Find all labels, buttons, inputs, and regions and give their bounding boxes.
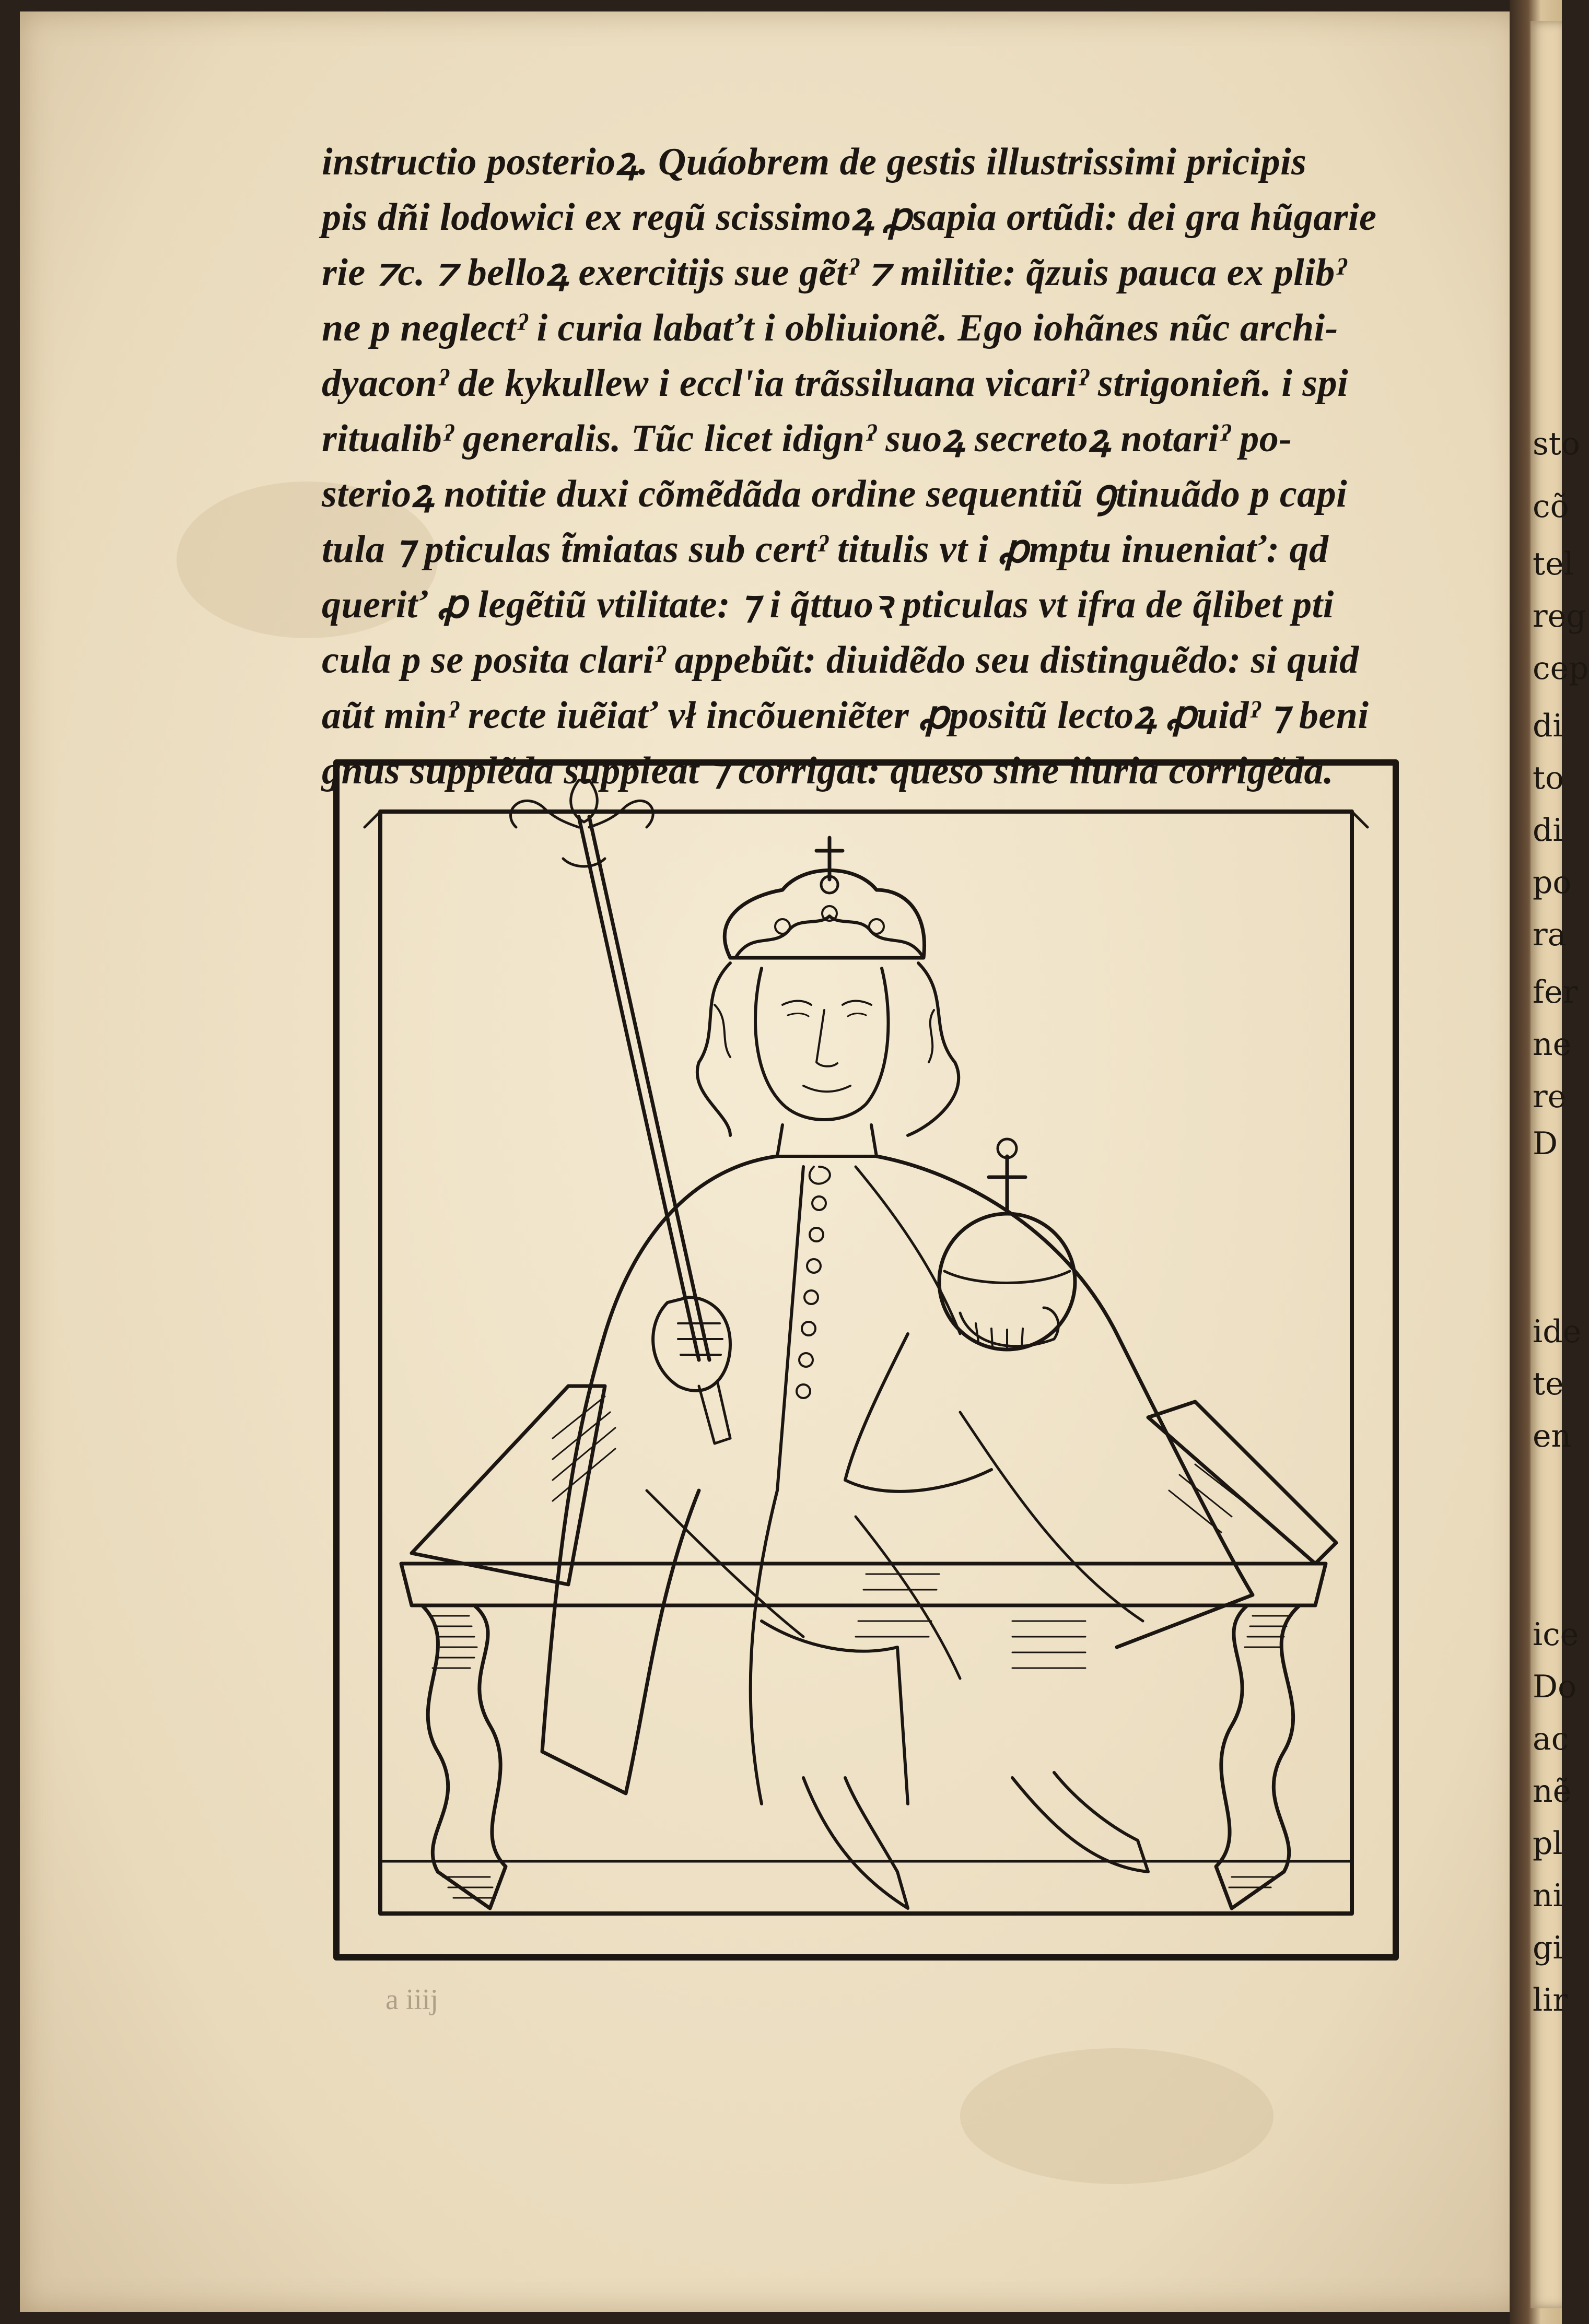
text-line: queriť ꝓ legẽtiũ vtilitate: ⁊ i q̃ttuoꝛ pticulas vt ifra de q̃libet pti [322, 583, 1334, 626]
next-page-text-fragment: ice [1533, 1616, 1579, 1653]
next-page-text-fragment: nẽ [1533, 1773, 1572, 1810]
next-page-text-fragment: lir [1533, 1982, 1568, 2018]
throne-leg-right [1216, 1605, 1300, 1908]
robe-buttons [797, 1196, 826, 1398]
signature-mark: a iiij [385, 1983, 439, 2016]
throne-right-back [1148, 1402, 1336, 1564]
text-line: ne p neglectˀ i curia labaťt i obliuionẽ. Ego iohãnes nũc archi- [322, 307, 1338, 349]
outer-frame [336, 762, 1396, 1957]
next-page-text-fragment: ni [1533, 1877, 1563, 1914]
next-page-text-fragment: cõ [1533, 488, 1569, 525]
text-line: gnus supplẽda suppleat ⁊ corrigat: queso sine iiuria corrigẽda. [322, 749, 1334, 792]
throne-seat [401, 1564, 1326, 1605]
foot-left [803, 1778, 908, 1908]
text-line: pis dñi lodowici ex regũ scissimoꝝ ꝓsapia ortũdi: dei gra hũgarie [322, 196, 1377, 239]
next-page-text-fragment: te [1533, 1366, 1564, 1402]
next-page-text-fragment: ra [1533, 917, 1567, 953]
text-line: sterioꝝ notitie duxi cõmẽdãda ordine sequentiũ ꝯtinuãdo p capi [322, 473, 1348, 515]
crown [725, 871, 924, 958]
text-line: ritualibˀ generalis. Tũc licet idignˀ suoꝝ secretoꝝ notariˀ po- [322, 417, 1292, 460]
book-page [20, 11, 1524, 2312]
text-line: rie ⁊c. ⁊ belloꝝ exercitijs sue gẽtˀ ⁊ militie: q̃zuis pauca ex plibˀ [322, 251, 1346, 294]
text-line: tula ⁊ pticulas t̃miatas sub certˀ titulis vt i ꝓmptu inueniať: qd [322, 528, 1329, 571]
next-page-text-fragment: to [1533, 760, 1564, 796]
throne-left-back [412, 1386, 605, 1584]
text-line: dyaconˀ de kykullew i eccl'ia trãssiluana vicariˀ strigonieñ. i spi [322, 362, 1349, 405]
foot-right [1012, 1773, 1148, 1872]
next-page-text-fragment: re [1533, 1078, 1567, 1115]
inner-frame [380, 812, 1352, 1914]
next-page-text-fragment: ide [1533, 1313, 1582, 1350]
next-page-text-fragment: di [1533, 812, 1563, 849]
body-text [322, 134, 1408, 799]
hair-left [697, 963, 730, 1135]
scepter [579, 817, 699, 1360]
next-page-text-fragment: gi [1533, 1930, 1563, 1966]
text-line: aũt minˀ recte iuẽiať vł incõueniẽter ꝓpositũ lectoꝝ ꝓuidˀ ⁊ beni [322, 694, 1369, 737]
face [755, 968, 888, 1120]
next-page-text-fragment: ne [1533, 1026, 1572, 1063]
next-page-text-fragment: cep [1533, 650, 1589, 687]
next-page-text-fragment: fer [1533, 974, 1578, 1011]
woodcut-king-illustration [333, 759, 1399, 1961]
next-page-text-fragment: sto [1533, 426, 1581, 462]
next-page-edge [1530, 21, 1589, 2308]
next-page-text-fragment: D [1533, 1125, 1558, 1162]
next-page-text-fragment: tel [1533, 546, 1574, 582]
next-page-text-fragment: pl [1533, 1825, 1563, 1862]
throne-leg-left [422, 1605, 506, 1908]
next-page-text-fragment: Do [1533, 1669, 1577, 1705]
next-page-text-fragment: ac [1533, 1721, 1569, 1757]
next-page-text-fragment: reg [1533, 598, 1586, 635]
scepter-finial [571, 780, 598, 822]
text-line: cula p se posita clariˀ appebũt: diuidẽdo seu distinguẽdo: si quid [322, 639, 1359, 682]
text-line: instructio posterioꝝ. Quáobrem de gestis illustrissimi pricipis [322, 140, 1307, 183]
robe-left [542, 1156, 777, 1793]
right-hand [653, 1297, 730, 1391]
collar [777, 1125, 877, 1156]
next-page-text-fragment: en [1533, 1418, 1572, 1454]
next-page-text-fragment: di [1533, 708, 1563, 744]
lap [762, 1621, 908, 1804]
sleeve [845, 1334, 991, 1492]
paper-stain [960, 2048, 1273, 2184]
next-page-text-fragment: po [1533, 864, 1572, 901]
